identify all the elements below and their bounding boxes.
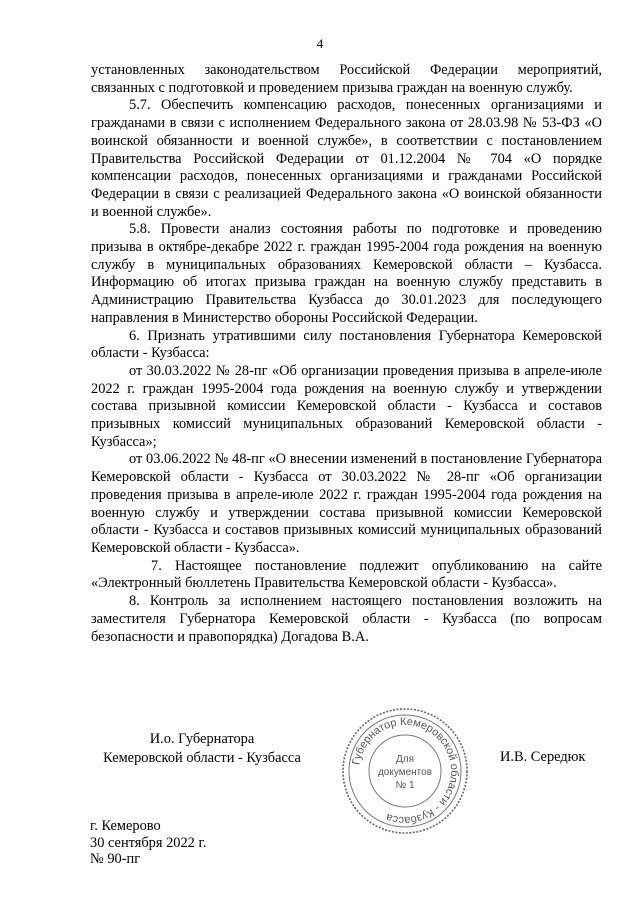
signatory-position [96,730,308,767]
signatory-name: И.В. Середюк [500,749,586,765]
document-date: 30 сентября 2022 г. [90,834,207,851]
paragraph-continuation: установленных законодательством Российской Федерации мероприятий, связанных с подготовкой и проведением призыва граждан на военную службу. [91,62,602,96]
signatory-position-line2: Кемеровской области - Кузбасса [103,749,301,766]
paragraph-7: 7. Настоящее постановление подлежит опубликованию на сайте «Электронный бюллетень Правительства Кемеровской области - Кузбасса». [91,557,602,592]
paragraph-5-7: 5.7. Обеспечить компенсацию расходов, понесенных организациями и гражданами в связи с исполнением Федерального закона от 28.03.98 № 53-ФЗ «О воинской обязанности и военной службе», в соответствии с постановлением Правительства Российской Федерации от 01.12.2004 № 704 «О порядке компенсации расходов, понесенных организациями и гражданами Российской Федерации в связи с реализацией Федерального закона «О воинской обязанности и военной службе». [91,97,602,220]
document-city: г. Кемерово [90,818,161,834]
paragraph-5-8: 5.8. Провести анализ состояния работы по подготовке и проведению призыва в октябре-декабре 2022 г. граждан 1995-2004 года рождения на военную службу в муниципальных образованиях Кемеровской области – Кузбасса. Информацию об итогах призыва граждан на военную службу представить в Администрацию Правительства Кузбасса до 30.01.2023 для последующего направления в Министерство обороны Российской Федерации. [91,221,602,326]
document-number: № 90-пг [90,851,141,867]
document-body [91,62,602,646]
stamp-center-line2: документов [377,767,433,778]
page-number: 4 [316,36,324,51]
paragraph-6: 6. Признать утратившими силу постановления Губернатора Кемеровской области - Кузбасса: [91,327,602,362]
stamp-ring-text: Губернатор Кемеровской области - Кузбасса [350,715,461,827]
signatory-position-line1: И.о. Губернатора [149,731,255,747]
stamp-center-line3: № 1 [395,780,415,791]
paragraph-6-item-1: от 30.03.2022 № 28-пг «Об организации проведения призыва в апреле-июле 2022 г. граждан 1995-2004 года рождения на военную службу и утверждении состава призывной комиссии Кемеровской области - Кузбасса и составов призывных комиссий муниципальных образований Кемеровской области - Кузбасса»; [91,362,602,450]
paragraph-6-item-2: от 03.06.2022 № 48-пг «О внесении изменений в постановление Губернатора Кемеровской области - Кузбасса от 30.03.2022 № 28-пг «Об организации проведения призыва в апреле-июле 2022 г. граждан 1995-2004 года рождения на военную службу и утверждении состава призывной комиссии Кемеровской области - Кузбасса и составов призывных комиссий муниципальных образований Кемеровской области - Кузбасса». [91,451,602,556]
place-date-block [90,818,206,868]
stamp-center-line1: Для [395,754,415,765]
paragraph-8: 8. Контроль за исполнением настоящего постановления возложить на заместителя Губернатора Кемеровской области - Кузбасса (по вопросам безопасности и правопорядка) Догадова В.А. [91,593,602,645]
official-stamp [340,706,470,836]
